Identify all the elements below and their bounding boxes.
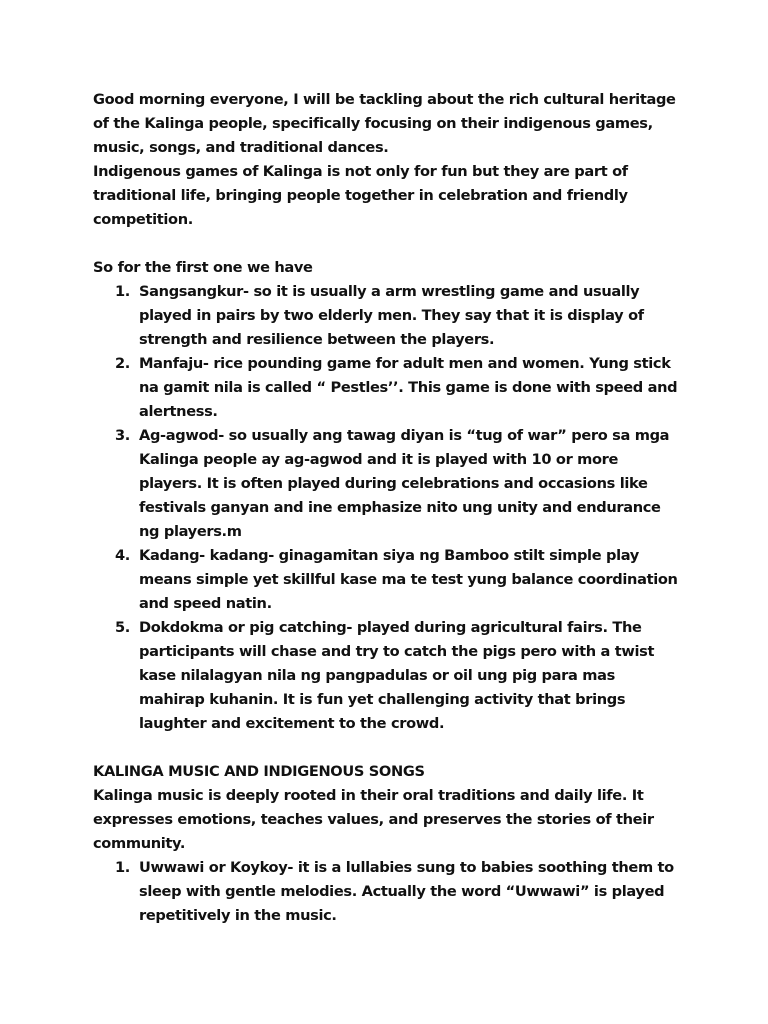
list-item-text: Dokdokma or pig catching- played during agricultural fairs. The participants will chase and try to catch the pigs pero with a twist kase nilalagyan nila ng pangpadulas or oil ung pig para mas mahirap kuhanin. It is fun yet challenging activity that brings laughter and excitement to the crowd. <box>139 619 655 732</box>
music-paragraph: Kalinga music is deeply rooted in their oral traditions and daily life. It expresses emotions, teaches values, and preserves the stories of their community. <box>93 787 654 852</box>
list-item-number: 4. <box>115 547 130 564</box>
paragraph-spacer <box>93 232 683 256</box>
intro-paragraph: Good morning everyone, I will be tackling about the rich cultural heritage of the Kalinga people, specifically focusing on their indigenous games, music, songs, and traditional dances. <box>93 91 676 156</box>
list-item-number: 5. <box>115 619 130 636</box>
music-list <box>93 856 683 928</box>
list-item-text: Ag-agwod- so usually ang tawag diyan is “tug of war” pero sa mga Kalinga people ay ag-agwod and it is played with 10 or more players. It is often played during celebrations and occasions like festivals ganyan and ine emphasize nito ung unity and endurance ng players.m <box>139 427 670 540</box>
list-item-text: Sangsangkur- so it is usually a arm wrestling game and usually played in pairs by two elderly men. They say that it is display of strength and resilience between the players. <box>139 283 644 348</box>
list-item <box>93 424 683 544</box>
list-item-number: 1. <box>115 283 130 300</box>
section-heading: KALINGA MUSIC AND INDIGENOUS SONGS <box>93 763 425 780</box>
games-list <box>93 280 683 736</box>
list-item <box>93 280 683 352</box>
document-page <box>93 88 683 928</box>
list-item-number: 2. <box>115 355 130 372</box>
paragraph-spacer <box>93 736 683 760</box>
list-item-text: Uwwawi or Koykoy- it is a lullabies sung to babies soothing them to sleep with gentle melodies. Actually the word “Uwwawi” is played repetitively in the music. <box>139 859 674 924</box>
list-item <box>93 616 683 736</box>
games-lead-in: So for the first one we have <box>93 259 313 276</box>
list-item <box>93 352 683 424</box>
list-item-number: 1. <box>115 859 130 876</box>
list-item <box>93 544 683 616</box>
list-item-number: 3. <box>115 427 130 444</box>
list-item <box>93 856 683 928</box>
list-item-text: Kadang- kadang- ginagamitan siya ng Bamboo stilt simple play means simple yet skillful kase ma te test yung balance coordination and speed natin. <box>139 547 678 612</box>
intro-paragraph: Indigenous games of Kalinga is not only for fun but they are part of traditional life, bringing people together in celebration and friendly competition. <box>93 163 628 228</box>
list-item-text: Manfaju- rice pounding game for adult men and women. Yung stick na gamit nila is called “ Pestles’’. This game is done with speed and alertness. <box>139 355 678 420</box>
